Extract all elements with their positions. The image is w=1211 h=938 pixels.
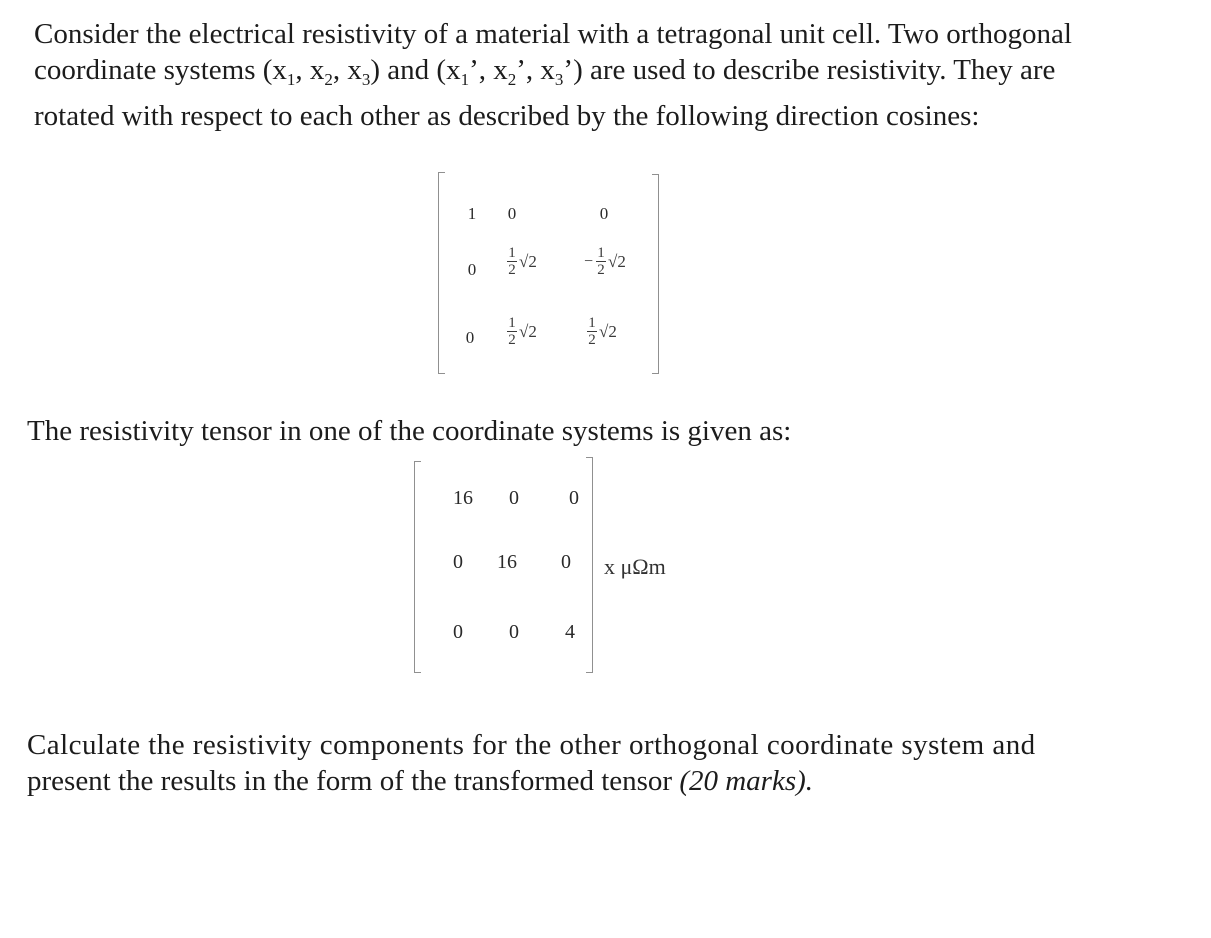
intro-line-2-text-a: coordinate systems (x (34, 54, 287, 86)
intro-line-2 (34, 52, 1072, 98)
subscript-3-prime: 3 (554, 70, 564, 89)
tensor-intro-sentence: The resistivity tensor in one of the coordinate systems is given as: (27, 415, 792, 447)
subscript-2: 2 (324, 70, 333, 89)
intro-line-1: Consider the electrical resistivity of a material with a tetragonal unit cell. Two orthogonal (34, 18, 1072, 50)
intro-line-2-text-c: , x (332, 54, 362, 86)
tensor-unit: x μΩm (604, 554, 666, 579)
sqrt-two: √2 (599, 321, 617, 341)
direction-cosine-matrix (436, 170, 666, 375)
intro-line-3: rotated with respect to each other as described by the following direction cosines: (34, 100, 980, 132)
numerator: 1 (597, 245, 605, 261)
sqrt-two: √2 (519, 251, 537, 271)
numerator: 1 (508, 315, 516, 331)
cosine-r3c3 (584, 316, 617, 347)
sign: − (584, 252, 594, 270)
intro-line-2-text-b: , x (295, 54, 325, 86)
subscript-1-prime: 1 (460, 70, 470, 89)
tensor-r1c3: 0 (569, 487, 579, 509)
resistivity-tensor-matrix (410, 455, 610, 677)
tensor-r2c1: 0 (453, 551, 463, 573)
left-bracket (438, 172, 445, 374)
cosine-r1c1: 1 (467, 204, 477, 223)
task-line-1: Calculate the resistivity components for the other orthogonal coordinate system and (27, 729, 1036, 761)
cosine-r2c2 (504, 246, 537, 277)
cosine-r2c1: 0 (467, 260, 477, 279)
intro-line-2-text-e: ’, x (469, 54, 508, 86)
task-line-2 (27, 763, 1036, 799)
right-bracket (652, 174, 659, 374)
cosine-r3c2 (504, 316, 537, 347)
denominator: 2 (597, 262, 605, 278)
marks-label: (20 marks). (679, 765, 814, 797)
fraction (507, 316, 517, 347)
tensor-r2c3: 0 (561, 551, 571, 573)
tensor-r2c2: 16 (497, 551, 517, 573)
intro-paragraph (34, 16, 1072, 134)
fraction (596, 246, 606, 277)
tensor-r3c2: 0 (509, 621, 519, 643)
tensor-r1c2: 0 (509, 487, 519, 509)
fraction (507, 246, 517, 277)
intro-line-2-text-f: ’, x (516, 54, 555, 86)
tensor-r3c1: 0 (453, 621, 463, 643)
tensor-r1c1: 16 (453, 487, 473, 509)
sqrt-two: √2 (608, 251, 626, 271)
intro-line-2-text-d: ) and (x (370, 54, 461, 86)
cosine-r3c1: 0 (465, 328, 475, 347)
denominator: 2 (588, 332, 596, 348)
denominator: 2 (508, 332, 516, 348)
cosine-r1c2: 0 (507, 204, 517, 223)
numerator: 1 (588, 315, 596, 331)
sqrt-two: √2 (519, 321, 537, 341)
denominator: 2 (508, 262, 516, 278)
right-bracket (586, 457, 593, 673)
subscript-2-prime: 2 (507, 70, 517, 89)
left-bracket (414, 461, 421, 673)
intro-line-2-text-g: ’) are used to describe resistivity. They are (563, 54, 1056, 86)
numerator: 1 (508, 245, 516, 261)
fraction (587, 316, 597, 347)
cosine-r2c3 (584, 246, 626, 277)
task-line-2-text: present the results in the form of the transformed tensor (27, 765, 680, 797)
subscript-1: 1 (286, 70, 296, 89)
cosine-r1c3: 0 (599, 204, 609, 223)
task-paragraph (27, 727, 1036, 799)
subscript-3: 3 (361, 70, 371, 89)
tensor-r3c3: 4 (565, 621, 575, 643)
